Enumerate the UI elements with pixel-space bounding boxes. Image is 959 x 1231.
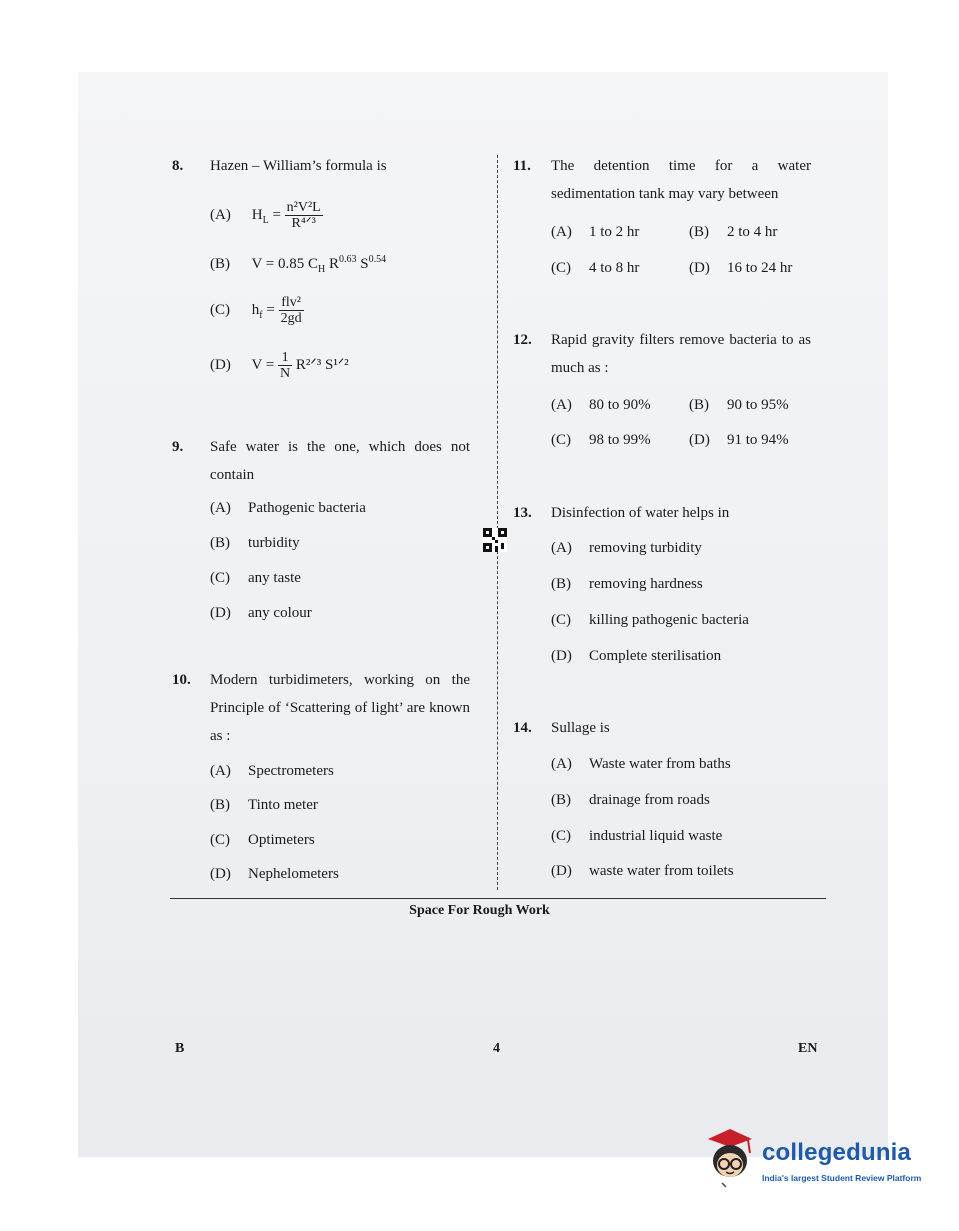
option-text: 4 to 8 hr bbox=[589, 260, 640, 276]
formula-text: H bbox=[251, 206, 263, 223]
option-text: 90 to 95% bbox=[727, 397, 789, 413]
option-label: (C) bbox=[210, 832, 230, 848]
option-text: waste water from toilets bbox=[589, 863, 734, 879]
question-9-option-b bbox=[210, 535, 300, 552]
option-label: (D) bbox=[689, 432, 710, 448]
question-10-option-a bbox=[210, 763, 334, 780]
option-label: (C) bbox=[210, 301, 230, 318]
question-13-stem: Disinfection of water helps in bbox=[551, 505, 730, 521]
question-11-stem: The detention time for a water sedimentation tank may vary between bbox=[551, 158, 811, 202]
question-11-option-d bbox=[689, 260, 792, 277]
option-text: any taste bbox=[248, 570, 301, 586]
fraction-numerator: n²V²L bbox=[286, 200, 321, 215]
option-label: (B) bbox=[551, 792, 571, 808]
fraction bbox=[279, 295, 304, 326]
option-text: drainage from roads bbox=[589, 792, 710, 808]
option-text: Complete sterilisation bbox=[589, 648, 722, 664]
formula-text: S bbox=[356, 256, 369, 272]
option-label: (C) bbox=[551, 260, 571, 276]
formula-subscript: f bbox=[259, 309, 263, 321]
option-text: removing turbidity bbox=[589, 540, 702, 556]
option-label: (D) bbox=[210, 356, 231, 373]
fraction-numerator: 1 bbox=[278, 350, 292, 366]
rough-work-rule bbox=[170, 898, 826, 899]
option-text: Pathogenic bacteria bbox=[248, 500, 366, 516]
question-11-option-b bbox=[689, 224, 777, 241]
option-label: (B) bbox=[551, 576, 571, 592]
option-label: (C) bbox=[551, 828, 571, 844]
logo-wordmark: collegedunia bbox=[762, 1139, 912, 1166]
question-14-option-a bbox=[551, 756, 731, 773]
question-10-option-c bbox=[210, 832, 315, 849]
formula-exponent: 0.63 bbox=[339, 254, 357, 265]
option-text: any colour bbox=[248, 605, 312, 621]
option-label: (D) bbox=[551, 648, 572, 664]
question-10-option-d bbox=[210, 866, 339, 883]
option-text: industrial liquid waste bbox=[589, 828, 723, 844]
option-text: Spectrometers bbox=[248, 763, 334, 779]
question-12-number: 12. bbox=[513, 332, 532, 348]
footer-booklet-code: B bbox=[175, 1041, 185, 1056]
question-13-option-c bbox=[551, 612, 749, 629]
question-9-option-d bbox=[210, 605, 312, 622]
option-text: 91 to 94% bbox=[727, 432, 789, 448]
option-text: 16 to 24 hr bbox=[727, 260, 793, 276]
question-10-number: 10. bbox=[172, 672, 191, 688]
question-12-option-b bbox=[689, 397, 789, 414]
question-9-stem: Safe water is the one, which does not contain bbox=[210, 439, 470, 483]
column-divider bbox=[497, 155, 499, 890]
formula-exponent: 0.54 bbox=[368, 254, 387, 265]
formula-text: V = 0.85 C bbox=[251, 256, 319, 272]
option-text: removing hardness bbox=[589, 576, 703, 592]
option-text: killing pathogenic bacteria bbox=[589, 612, 749, 628]
question-11-number: 11. bbox=[513, 158, 531, 174]
question-12-stem: Rapid gravity filters remove bacteria to as much as : bbox=[551, 332, 811, 376]
formula-text: R bbox=[325, 256, 340, 272]
question-8-stem: Hazen – William’s formula is bbox=[210, 158, 387, 174]
collegedunia-logo bbox=[700, 1125, 930, 1195]
option-label: (B) bbox=[210, 797, 230, 813]
option-label: (C) bbox=[551, 432, 571, 448]
option-label: (D) bbox=[689, 260, 710, 276]
question-14-number: 14. bbox=[513, 720, 532, 736]
option-label: (A) bbox=[551, 756, 572, 772]
qr-code-icon bbox=[483, 528, 507, 552]
option-text: Waste water from baths bbox=[589, 756, 731, 772]
fraction bbox=[278, 350, 292, 381]
fraction bbox=[285, 200, 323, 231]
option-label: (A) bbox=[551, 540, 572, 556]
option-label: (C) bbox=[551, 612, 571, 628]
option-label: (A) bbox=[210, 500, 231, 516]
question-14-stem: Sullage is bbox=[551, 720, 610, 736]
question-8-number: 8. bbox=[172, 158, 184, 174]
option-label: (D) bbox=[210, 866, 231, 882]
question-11-option-c bbox=[551, 260, 639, 277]
question-13-option-b bbox=[551, 576, 703, 593]
formula-text: R²ᐟ³ S¹ᐟ² bbox=[292, 356, 349, 373]
formula-text: h bbox=[251, 301, 260, 318]
question-9-option-a bbox=[210, 500, 366, 517]
option-label: (B) bbox=[210, 256, 230, 272]
option-label: (A) bbox=[210, 763, 231, 779]
mascot-icon bbox=[700, 1125, 760, 1191]
question-9-option-c bbox=[210, 570, 301, 587]
option-label: (A) bbox=[210, 206, 231, 223]
fraction-numerator: flv² bbox=[279, 295, 304, 311]
question-12-option-a bbox=[551, 397, 651, 414]
option-text: 2 to 4 hr bbox=[727, 224, 778, 240]
footer-page-number: 4 bbox=[493, 1041, 500, 1056]
fraction-denominator: 2gd bbox=[280, 311, 302, 326]
rough-work-label: Space For Rough Work bbox=[409, 903, 550, 918]
option-label: (A) bbox=[551, 224, 572, 240]
option-label: (B) bbox=[689, 224, 709, 240]
question-8-option-b bbox=[210, 254, 386, 275]
question-8-option-a: (A) $H_L$ = $\frac{\text{n²V²L}}{\text{R⁴ᐟ³}}$ bbox=[210, 200, 321, 231]
formula-subscript: H bbox=[318, 264, 326, 275]
formula-subscript: L bbox=[262, 214, 269, 226]
question-11-option-a bbox=[551, 224, 639, 241]
option-label: (D) bbox=[551, 863, 572, 879]
fraction-denominator: R⁴ᐟ³ bbox=[291, 216, 316, 231]
option-text: turbidity bbox=[248, 535, 300, 551]
option-text: Nephelometers bbox=[248, 866, 339, 882]
formula-text: V = bbox=[251, 356, 279, 373]
question-13-number: 13. bbox=[513, 505, 532, 521]
option-text: Optimeters bbox=[248, 832, 315, 848]
logo-tagline: India's largest Student Review Platform bbox=[762, 1173, 922, 1183]
question-12-option-c bbox=[551, 432, 651, 449]
question-14-option-b bbox=[551, 792, 710, 809]
footer-language: EN bbox=[798, 1041, 818, 1056]
option-label: (B) bbox=[210, 535, 230, 551]
question-8-option-c: (C) $h_f$ = $\frac{\text{flv²}}{2gd}$ bbox=[210, 295, 302, 326]
question-14-option-c bbox=[551, 828, 722, 845]
option-text: 80 to 90% bbox=[589, 397, 651, 413]
question-10-option-b bbox=[210, 797, 318, 814]
option-text: Tinto meter bbox=[248, 797, 318, 813]
question-10-stem: Modern turbidimeters, working on the Principle of ‘Scattering of light’ are known as : bbox=[210, 672, 470, 744]
option-label: (B) bbox=[689, 397, 709, 413]
option-label: (A) bbox=[551, 397, 572, 413]
question-9-number: 9. bbox=[172, 439, 184, 455]
question-13-option-a bbox=[551, 540, 702, 557]
question-14-option-d bbox=[551, 863, 734, 880]
question-8-option-d bbox=[210, 350, 349, 381]
option-text: 1 to 2 hr bbox=[589, 224, 640, 240]
fraction-denominator: N bbox=[280, 366, 291, 381]
question-13-option-d bbox=[551, 648, 721, 665]
option-text: 98 to 99% bbox=[589, 432, 651, 448]
question-12-option-d bbox=[689, 432, 789, 449]
option-label: (C) bbox=[210, 570, 230, 586]
option-label: (D) bbox=[210, 605, 231, 621]
